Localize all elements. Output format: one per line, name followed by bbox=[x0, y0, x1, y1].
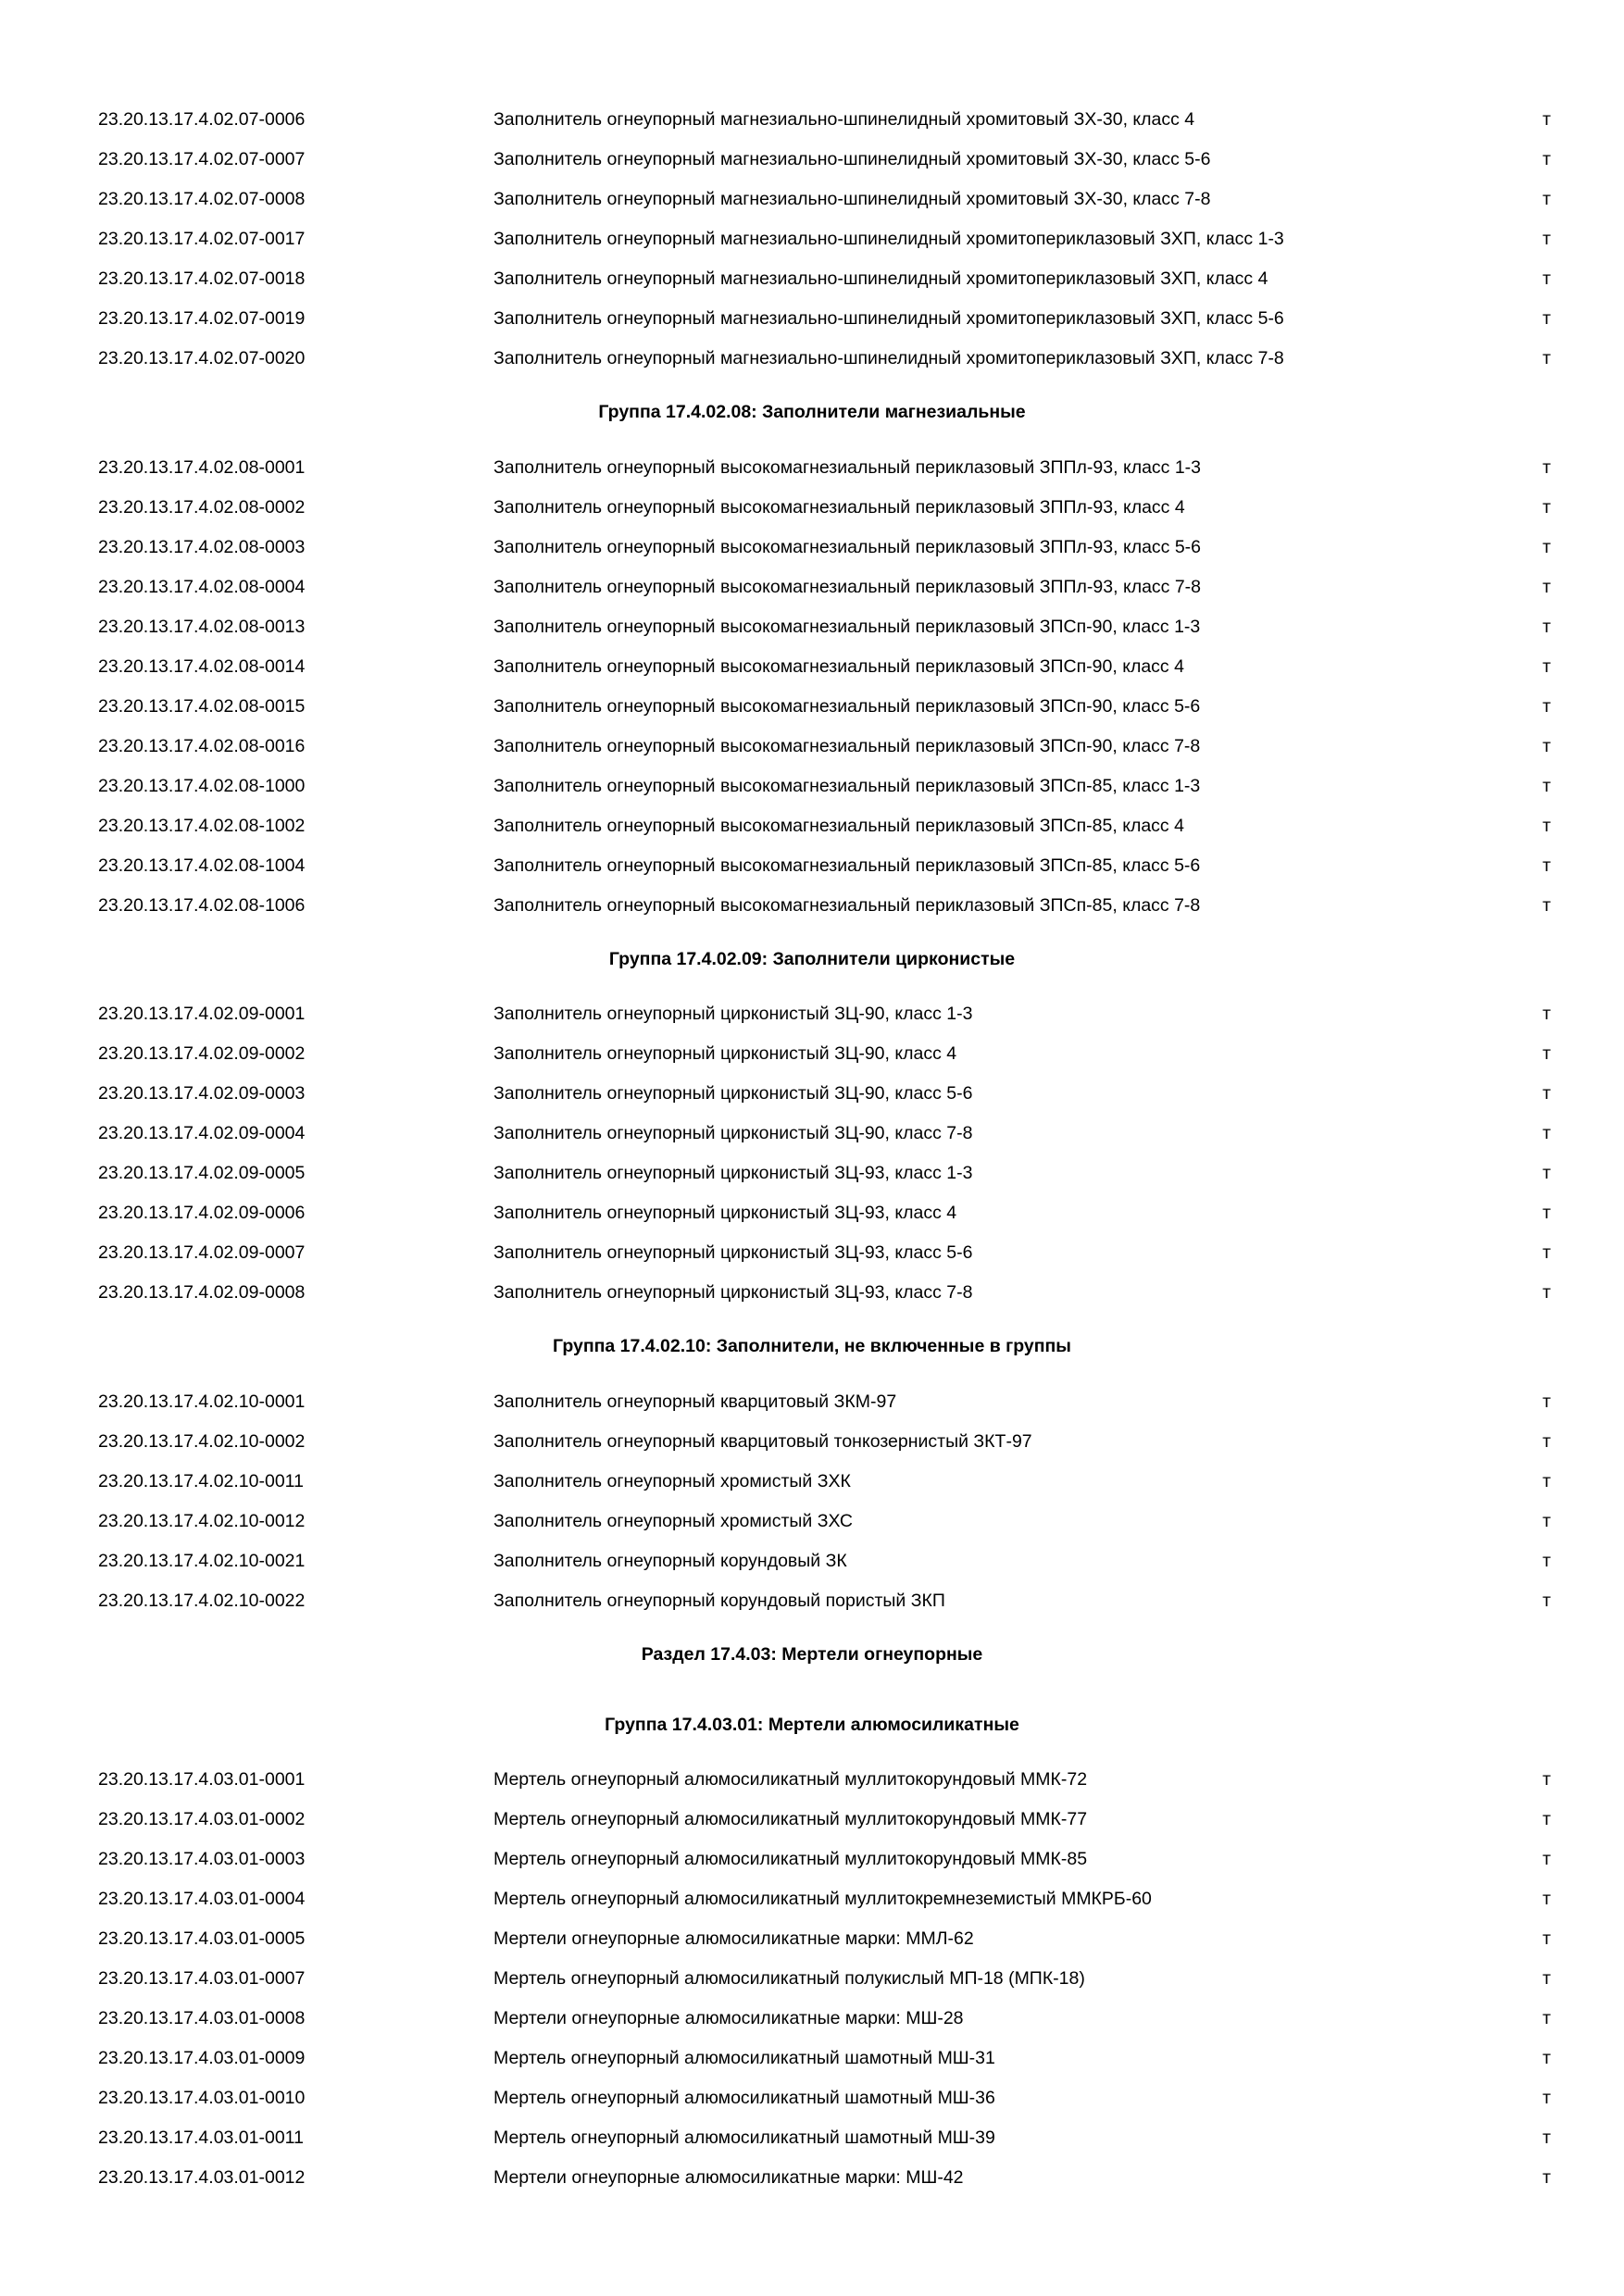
unit-of-measure: т bbox=[1543, 1391, 1551, 1412]
resource-code: 23.20.13.17.4.02.09-0002 bbox=[98, 1043, 306, 1064]
unit-of-measure: т bbox=[1543, 308, 1551, 329]
table-row bbox=[0, 1582, 1624, 1619]
resource-name: Заполнитель огнеупорный высокомагнезиальный периклазовый ЗППл-93, класс 5-6 bbox=[493, 537, 1202, 557]
table-row bbox=[0, 1115, 1624, 1152]
table-row bbox=[0, 995, 1624, 1032]
resource-code: 23.20.13.17.4.03.01-0001 bbox=[98, 1769, 306, 1790]
unit-of-measure: т bbox=[1543, 1203, 1551, 1223]
unit-of-measure: т bbox=[1543, 1928, 1551, 1949]
resource-name: Заполнитель огнеупорный магнезиально-шпинелидный хромитовый ЗХ-30, класс 5-6 bbox=[493, 149, 1211, 169]
table-row bbox=[0, 300, 1624, 337]
resource-code: 23.20.13.17.4.02.07-0018 bbox=[98, 268, 306, 289]
table-row bbox=[0, 1194, 1624, 1231]
resource-code: 23.20.13.17.4.02.09-0001 bbox=[98, 1004, 306, 1024]
resource-name: Заполнитель огнеупорный цирконистый ЗЦ-93, класс 5-6 bbox=[493, 1242, 973, 1263]
table-row bbox=[0, 728, 1624, 765]
resource-code: 23.20.13.17.4.02.10-0011 bbox=[98, 1471, 304, 1491]
resource-code: 23.20.13.17.4.02.07-0008 bbox=[98, 189, 306, 209]
table-row bbox=[0, 1920, 1624, 1957]
resource-code: 23.20.13.17.4.02.10-0001 bbox=[98, 1391, 306, 1412]
resource-name: Заполнитель огнеупорный магнезиально-шпинелидный хромитопериклазовый ЗХП, класс 7-8 bbox=[493, 348, 1284, 368]
table-row bbox=[0, 847, 1624, 884]
resource-name: Заполнитель огнеупорный хромистый ЗХК bbox=[493, 1471, 851, 1491]
resource-code: 23.20.13.17.4.02.09-0006 bbox=[98, 1203, 306, 1223]
unit-of-measure: т bbox=[1543, 2008, 1551, 2028]
resource-code: 23.20.13.17.4.02.08-1006 bbox=[98, 895, 306, 916]
resource-code: 23.20.13.17.4.02.08-0013 bbox=[98, 617, 306, 637]
unit-of-measure: т bbox=[1543, 895, 1551, 916]
unit-of-measure: т bbox=[1543, 1242, 1551, 1263]
unit-of-measure: т bbox=[1543, 1123, 1551, 1143]
resource-name: Мертель огнеупорный алюмосиликатный шамотный МШ-39 bbox=[493, 2128, 995, 2148]
table-row bbox=[0, 608, 1624, 645]
resource-name: Заполнитель огнеупорный магнезиально-шпинелидный хромитопериклазовый ЗХП, класс 1-3 bbox=[493, 229, 1284, 249]
section-heading: Раздел 17.4.03: Мертели огнеупорные bbox=[641, 1644, 983, 1665]
table-row bbox=[0, 141, 1624, 178]
table-row bbox=[0, 1841, 1624, 1878]
resource-name: Заполнитель огнеупорный цирконистый ЗЦ-93, класс 7-8 bbox=[493, 1282, 973, 1303]
resource-code: 23.20.13.17.4.02.08-0002 bbox=[98, 497, 306, 518]
unit-of-measure: т bbox=[1543, 1083, 1551, 1104]
group-heading: Группа 17.4.02.10: Заполнители, не включенные в группы bbox=[553, 1336, 1071, 1356]
table-row bbox=[0, 529, 1624, 566]
resource-name: Заполнитель огнеупорный цирконистый ЗЦ-93, класс 4 bbox=[493, 1203, 957, 1223]
table-row bbox=[0, 807, 1624, 844]
resource-name: Заполнитель огнеупорный корундовый пористый ЗКП bbox=[493, 1591, 945, 1611]
resource-code: 23.20.13.17.4.02.07-0017 bbox=[98, 229, 306, 249]
resource-name: Заполнитель огнеупорный цирконистый ЗЦ-90, класс 7-8 bbox=[493, 1123, 973, 1143]
resource-code: 23.20.13.17.4.02.08-0016 bbox=[98, 736, 306, 756]
unit-of-measure: т bbox=[1543, 736, 1551, 756]
table-row bbox=[0, 1274, 1624, 1311]
unit-of-measure: т bbox=[1543, 1591, 1551, 1611]
resource-code: 23.20.13.17.4.03.01-0003 bbox=[98, 1849, 306, 1869]
resource-code: 23.20.13.17.4.03.01-0005 bbox=[98, 1928, 306, 1949]
resource-name: Заполнитель огнеупорный высокомагнезиальный периклазовый ЗПСп-90, класс 1-3 bbox=[493, 617, 1201, 637]
group-heading: Группа 17.4.02.08: Заполнители магнезиальные bbox=[598, 402, 1026, 422]
resource-code: 23.20.13.17.4.03.01-0011 bbox=[98, 2128, 304, 2148]
unit-of-measure: т bbox=[1543, 2048, 1551, 2068]
table-row bbox=[0, 1503, 1624, 1540]
resource-code: 23.20.13.17.4.03.01-0007 bbox=[98, 1968, 306, 1989]
table-row bbox=[0, 2000, 1624, 2037]
resource-name: Мертели огнеупорные алюмосиликатные марки: ММЛ-62 bbox=[493, 1928, 974, 1949]
resource-code: 23.20.13.17.4.02.10-0002 bbox=[98, 1431, 306, 1452]
resource-name: Мертель огнеупорный алюмосиликатный полукислый МП-18 (МПК-18) bbox=[493, 1968, 1085, 1989]
resource-code: 23.20.13.17.4.02.09-0007 bbox=[98, 1242, 306, 1263]
resource-name: Заполнитель огнеупорный магнезиально-шпинелидный хромитовый ЗХ-30, класс 7-8 bbox=[493, 189, 1211, 209]
unit-of-measure: т bbox=[1543, 109, 1551, 130]
unit-of-measure: т bbox=[1543, 497, 1551, 518]
table-row bbox=[0, 568, 1624, 605]
resource-name: Мертель огнеупорный алюмосиликатный муллитокорундовый ММК-77 bbox=[493, 1809, 1088, 1829]
table-row bbox=[0, 2079, 1624, 2116]
resource-name: Заполнитель огнеупорный магнезиально-шпинелидный хромитопериклазовый ЗХП, класс 4 bbox=[493, 268, 1268, 289]
resource-code: 23.20.13.17.4.02.07-0007 bbox=[98, 149, 306, 169]
resource-name: Заполнитель огнеупорный цирконистый ЗЦ-90, класс 4 bbox=[493, 1043, 957, 1064]
unit-of-measure: т bbox=[1543, 1511, 1551, 1531]
resource-name: Заполнитель огнеупорный хромистый ЗХС bbox=[493, 1511, 853, 1531]
resource-name: Заполнитель огнеупорный кварцитовый ЗКМ-97 bbox=[493, 1391, 897, 1412]
unit-of-measure: т bbox=[1543, 1282, 1551, 1303]
resource-code: 23.20.13.17.4.02.10-0021 bbox=[98, 1551, 306, 1571]
resource-name: Заполнитель огнеупорный магнезиально-шпинелидный хромитовый ЗХ-30, класс 4 bbox=[493, 109, 1195, 130]
resource-name: Заполнитель огнеупорный кварцитовый тонкозернистый ЗКТ-97 bbox=[493, 1431, 1032, 1452]
resource-code: 23.20.13.17.4.02.09-0008 bbox=[98, 1282, 306, 1303]
resource-code: 23.20.13.17.4.02.07-0006 bbox=[98, 109, 306, 130]
resource-name: Заполнитель огнеупорный высокомагнезиальный периклазовый ЗПСп-85, класс 5-6 bbox=[493, 855, 1201, 876]
resource-name: Заполнитель огнеупорный магнезиально-шпинелидный хромитопериклазовый ЗХП, класс 5-6 bbox=[493, 308, 1284, 329]
resource-name: Мертель огнеупорный алюмосиликатный шамотный МШ-31 bbox=[493, 2048, 995, 2068]
unit-of-measure: т bbox=[1543, 1769, 1551, 1790]
resource-name: Заполнитель огнеупорный высокомагнезиальный периклазовый ЗПСп-90, класс 4 bbox=[493, 656, 1184, 677]
table-row bbox=[0, 1542, 1624, 1579]
unit-of-measure: т bbox=[1543, 1849, 1551, 1869]
resource-name: Заполнитель огнеупорный цирконистый ЗЦ-90, класс 1-3 bbox=[493, 1004, 973, 1024]
resource-name: Мертели огнеупорные алюмосиликатные марки: МШ-28 bbox=[493, 2008, 964, 2028]
unit-of-measure: т bbox=[1543, 189, 1551, 209]
resource-name: Заполнитель огнеупорный высокомагнезиальный периклазовый ЗППл-93, класс 1-3 bbox=[493, 457, 1202, 478]
unit-of-measure: т bbox=[1543, 816, 1551, 836]
unit-of-measure: т bbox=[1543, 268, 1551, 289]
resource-name: Заполнитель огнеупорный высокомагнезиальный периклазовый ЗПСп-90, класс 7-8 bbox=[493, 736, 1201, 756]
resource-name: Заполнитель огнеупорный корундовый ЗК bbox=[493, 1551, 847, 1571]
table-row bbox=[0, 1761, 1624, 1798]
resource-name: Заполнитель огнеупорный высокомагнезиальный периклазовый ЗППл-93, класс 4 bbox=[493, 497, 1185, 518]
table-row bbox=[0, 489, 1624, 526]
resource-name: Заполнитель огнеупорный цирконистый ЗЦ-93, класс 1-3 bbox=[493, 1163, 973, 1183]
resource-code: 23.20.13.17.4.02.10-0022 bbox=[98, 1591, 306, 1611]
unit-of-measure: т bbox=[1543, 855, 1551, 876]
unit-of-measure: т bbox=[1543, 1043, 1551, 1064]
resource-code: 23.20.13.17.4.02.08-0015 bbox=[98, 696, 306, 717]
resource-name: Заполнитель огнеупорный высокомагнезиальный периклазовый ЗПСп-85, класс 7-8 bbox=[493, 895, 1201, 916]
unit-of-measure: т bbox=[1543, 2128, 1551, 2148]
resource-code: 23.20.13.17.4.03.01-0008 bbox=[98, 2008, 306, 2028]
group-heading: Группа 17.4.02.09: Заполнители цирконистые bbox=[608, 949, 1016, 969]
resource-code: 23.20.13.17.4.02.10-0012 bbox=[98, 1511, 306, 1531]
unit-of-measure: т bbox=[1543, 2088, 1551, 2108]
resource-name: Заполнитель огнеупорный высокомагнезиальный периклазовый ЗППл-93, класс 7-8 bbox=[493, 577, 1202, 597]
resource-code: 23.20.13.17.4.02.08-0004 bbox=[98, 577, 306, 597]
unit-of-measure: т bbox=[1543, 1809, 1551, 1829]
unit-of-measure: т bbox=[1543, 656, 1551, 677]
table-row bbox=[0, 1463, 1624, 1500]
resource-code: 23.20.13.17.4.02.08-1004 bbox=[98, 855, 306, 876]
unit-of-measure: т bbox=[1543, 229, 1551, 249]
resource-code: 23.20.13.17.4.02.09-0005 bbox=[98, 1163, 306, 1183]
table-row bbox=[0, 1880, 1624, 1917]
table-row bbox=[0, 1801, 1624, 1838]
resource-code: 23.20.13.17.4.02.07-0020 bbox=[98, 348, 306, 368]
resource-code: 23.20.13.17.4.02.09-0003 bbox=[98, 1083, 306, 1104]
resource-name: Заполнитель огнеупорный высокомагнезиальный периклазовый ЗПСп-85, класс 4 bbox=[493, 816, 1184, 836]
resource-code: 23.20.13.17.4.02.08-0014 bbox=[98, 656, 306, 677]
resource-code: 23.20.13.17.4.02.07-0019 bbox=[98, 308, 306, 329]
table-row bbox=[0, 767, 1624, 805]
resource-code: 23.20.13.17.4.03.01-0002 bbox=[98, 1809, 306, 1829]
table-row bbox=[0, 1075, 1624, 1112]
table-row bbox=[0, 220, 1624, 257]
unit-of-measure: т bbox=[1543, 1551, 1551, 1571]
table-row bbox=[0, 2040, 1624, 2077]
table-row bbox=[0, 1035, 1624, 1072]
unit-of-measure: т bbox=[1543, 348, 1551, 368]
table-row bbox=[0, 1960, 1624, 1997]
table-row bbox=[0, 340, 1624, 377]
resource-name: Мертель огнеупорный алюмосиликатный муллитокремнеземистый ММКРБ-60 bbox=[493, 1889, 1152, 1909]
table-row bbox=[0, 449, 1624, 486]
resource-name: Мертель огнеупорный алюмосиликатный шамотный МШ-36 bbox=[493, 2088, 995, 2108]
unit-of-measure: т bbox=[1543, 1431, 1551, 1452]
table-row bbox=[0, 1423, 1624, 1460]
table-row bbox=[0, 2159, 1624, 2196]
table-row bbox=[0, 2119, 1624, 2156]
resource-name: Мертель огнеупорный алюмосиликатный муллитокорундовый ММК-72 bbox=[493, 1769, 1088, 1790]
resource-code: 23.20.13.17.4.02.09-0004 bbox=[98, 1123, 306, 1143]
resource-code: 23.20.13.17.4.03.01-0010 bbox=[98, 2088, 306, 2108]
resource-code: 23.20.13.17.4.02.08-1002 bbox=[98, 816, 306, 836]
resource-code: 23.20.13.17.4.02.08-1000 bbox=[98, 776, 306, 796]
resource-name: Заполнитель огнеупорный высокомагнезиальный периклазовый ЗПСп-90, класс 5-6 bbox=[493, 696, 1201, 717]
unit-of-measure: т bbox=[1543, 1004, 1551, 1024]
resource-name: Заполнитель огнеупорный цирконистый ЗЦ-90, класс 5-6 bbox=[493, 1083, 973, 1104]
table-row bbox=[0, 101, 1624, 138]
table-row bbox=[0, 648, 1624, 685]
unit-of-measure: т bbox=[1543, 1163, 1551, 1183]
unit-of-measure: т bbox=[1543, 149, 1551, 169]
resource-name: Мертель огнеупорный алюмосиликатный муллитокорундовый ММК-85 bbox=[493, 1849, 1088, 1869]
group-heading: Группа 17.4.03.01: Мертели алюмосиликатные bbox=[605, 1715, 1019, 1735]
table-row bbox=[0, 887, 1624, 924]
resource-code: 23.20.13.17.4.03.01-0004 bbox=[98, 1889, 306, 1909]
resource-code: 23.20.13.17.4.02.08-0001 bbox=[98, 457, 306, 478]
unit-of-measure: т bbox=[1543, 696, 1551, 717]
unit-of-measure: т bbox=[1543, 776, 1551, 796]
resource-name: Заполнитель огнеупорный высокомагнезиальный периклазовый ЗПСп-85, класс 1-3 bbox=[493, 776, 1201, 796]
unit-of-measure: т bbox=[1543, 1471, 1551, 1491]
unit-of-measure: т bbox=[1543, 457, 1551, 478]
unit-of-measure: т bbox=[1543, 2167, 1551, 2188]
unit-of-measure: т bbox=[1543, 617, 1551, 637]
table-row bbox=[0, 260, 1624, 297]
table-row bbox=[0, 181, 1624, 218]
unit-of-measure: т bbox=[1543, 577, 1551, 597]
unit-of-measure: т bbox=[1543, 1889, 1551, 1909]
resource-code: 23.20.13.17.4.03.01-0012 bbox=[98, 2167, 306, 2188]
table-row bbox=[0, 1234, 1624, 1271]
resource-code: 23.20.13.17.4.03.01-0009 bbox=[98, 2048, 306, 2068]
resource-code: 23.20.13.17.4.02.08-0003 bbox=[98, 537, 306, 557]
unit-of-measure: т bbox=[1543, 1968, 1551, 1989]
unit-of-measure: т bbox=[1543, 537, 1551, 557]
resource-name: Мертели огнеупорные алюмосиликатные марки: МШ-42 bbox=[493, 2167, 964, 2188]
table-row bbox=[0, 1154, 1624, 1192]
table-row bbox=[0, 1383, 1624, 1420]
table-row bbox=[0, 688, 1624, 725]
